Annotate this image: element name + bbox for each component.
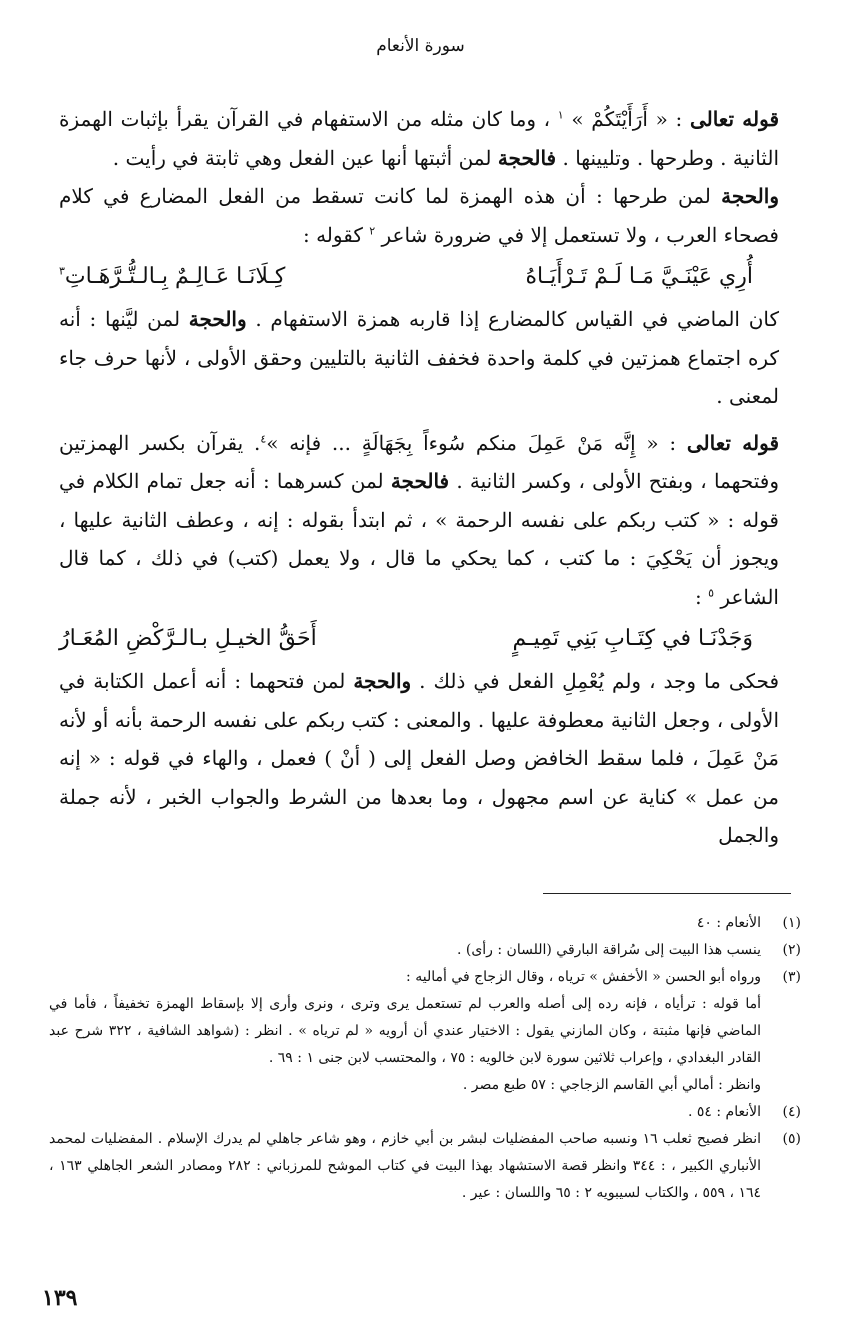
footnote-text: وانظر : أمالي أبي القاسم الزجاجي : ٥٧ طبع مصر . — [462, 1077, 761, 1093]
paragraph-5 — [59, 662, 779, 855]
paragraph-1 — [59, 100, 779, 177]
footnote-ref: ٤ — [260, 431, 267, 445]
text-run: لمن ليَّنها : أنه كره اجتماع همزتين في كلمة واحدة فخفف الثانية بالتليين وحقق الأولى ، لأنها حرف جاء لمعنى . — [59, 307, 779, 408]
text-run: : « إِنَّه مَنْ عَمِلَ منكم سُوءاً بِجَهَالَةٍ ... فإنه » — [266, 430, 687, 455]
running-header: سورة الأنعام — [376, 36, 465, 56]
verse-2 — [59, 616, 779, 662]
footnote-ref: ٥ — [708, 585, 715, 599]
footnote-text: الأنعام : ٥٤ . — [687, 1104, 761, 1120]
footnote-number: (٤) — [782, 1104, 801, 1120]
footnote-text: أما قوله : ترأياه ، فإنه رده إلى أصله والعرب لم تستعمل يرى وترى ، ونرى وأرى إلا بإسقاط الهمزة تخفيفاً ، فأما في الماضي فإنها مثبتة ، وكان المازني يقول : الاختيار عندي أن أرويه « لم ترياه » . انظر : (شواهد الشافية ، ٣٢٢ شرح عبد القادر البغدادي ، وإعراب ثلاثين سورة لابن خالويه : ٧٥ ، والمحتسب لابن جنى ١ : ٦٩ . — [49, 996, 761, 1066]
footnote-text: الأنعام : ٤٠ — [696, 915, 761, 931]
footnote-text: انظر فصيح ثعلب ١٦ ونسبه صاحب المفضليات لبشر بن أبي خازم ، وهو شاعر جاهلي لم يدرك الإسلام . المفضليات لمحمد الأنباري الكبير ، : ٣٤٤ وانظر قصة الاستشهاد بهذا البيت في كتاب الموشح للمرزباني : ٢٨٢ ومصادر الشعر الجاهلي ١٦٣ ، ١٦٤ ، ٥٥٩ ، والكتاب لسيبويه ٢ : ٦٥ واللسان : عير . — [49, 1131, 762, 1201]
footnote-4 — [49, 1099, 801, 1126]
main-text — [59, 100, 779, 855]
footnote-ref: ٣ — [59, 264, 65, 278]
footnote-number — [761, 991, 801, 1099]
verse-hemistich-right: وَجَدْنَـا في كِتَـابِ بَنِي تَمِيـمٍ — [512, 626, 753, 651]
footnote-1 — [49, 910, 801, 937]
bold-term: فالحجة — [390, 469, 450, 493]
bold-lead: قوله تعالى — [689, 107, 780, 131]
footnote-ref: ٢ — [369, 223, 376, 237]
text-run: : — [695, 584, 709, 609]
paragraph-2 — [59, 177, 779, 254]
footnote-number: (١) — [782, 915, 801, 931]
footnote-3-continued — [49, 991, 801, 1099]
text-run: كان الماضي في القياس كالمضارع إذا قاربه همزة الاستفهام . — [246, 307, 779, 331]
footnotes — [49, 910, 801, 1207]
footnote-5 — [49, 1126, 801, 1207]
text-run: ، وما كان مثله من الاستفهام في القرآن يقرأ بإثبات الهمزة الثانية . وطرحها . وتليينها . — [59, 107, 779, 170]
text-run: : « أَرَأَيْتَكُمْ » — [563, 107, 690, 131]
text-run: . يقرآن بكسر الهمزتين وفتحهما ، وبفتح الأولى ، وكسر الثانية . — [59, 430, 780, 493]
bold-term: فالحجة — [497, 145, 557, 170]
bold-lead: والحجة — [721, 184, 779, 208]
footnote-number: (٣) — [782, 969, 801, 985]
footnote-number: (٥) — [782, 1131, 801, 1147]
text-run: لمن كسرهما : أنه جعل تمام الكلام في قوله : « كتب ربكم على نفسه الرحمة » ، ثم ابتدأ بقوله : إنه ، وعطف الثانية عليها ، ويجوز أن يَحْكِيَ : ما كتب ، كما يحكي ما قال ، ولا يعمل (كتب) في ذلك ، كما قال الشاعر — [59, 469, 779, 609]
footnote-3 — [49, 964, 801, 991]
text-run: كقوله : — [302, 222, 370, 247]
verse-hemistich-right: أُرِي عَيْنَـيَّ مَـا لَـمْ تَـرْأَيَـاهُ — [525, 264, 753, 289]
paragraph-4 — [59, 424, 779, 617]
paragraph-gap — [59, 416, 779, 424]
page-number: ١٣٩ — [42, 1285, 78, 1311]
text-run: لمن فتحهما : أنه أعمل الكتابة في الأولى ، وجعل الثانية معطوفة عليها . والمعنى : كتب ربكم على نفسه الرحمة بأنه أو لأنه مَنْ عَمِلَ ، فلما سقط الخافض وصل الفعل إلى ( أنْ ) فعمل ، والهاء في قوله : « إنه من عمل » كناية عن اسم مجهول ، وما بعدها من الشرط والجواب الخبر ، لأنه جملة والجمل — [59, 669, 779, 847]
footnote-number: (٢) — [782, 942, 801, 958]
footnote-ref: ١ — [557, 108, 564, 122]
verse-text: كِـلَانَـا عَـالِـمٌ بِـالـتُّـرَّهَـاتِ — [64, 264, 286, 289]
footnote-text: ينسب هذا البيت إلى سُراقة البارقي (اللسان : رأى) . — [456, 942, 761, 958]
footnote-text: ورواه أبو الحسن « الأخفش » ترياه ، وقال الزجاج في أماليه : — [406, 969, 761, 985]
bold-term: والحجة — [188, 307, 247, 331]
paragraph-3 — [59, 300, 779, 416]
text-run: لمن طرحها : أن هذه الهمزة لما كانت تسقط من الفعل المضارع في كلام فصحاء العرب ، ولا تستعمل إلا في ضرورة شاعر — [59, 184, 779, 247]
text-run: فحكى ما وجد ، ولم يُعْمِلِ الفعل في ذلك . — [411, 669, 780, 693]
bold-term: والحجة — [353, 669, 412, 693]
footnote-2 — [49, 937, 801, 964]
bold-lead: قوله تعالى — [686, 430, 780, 455]
text-run: لمن أثبتها أنها عين الفعل وهي ثابتة في رأيت . — [112, 145, 498, 170]
verse-hemistich-left: أَحَقُّ الخيـلِ بـالـرَّكْضِ المُعَـارُ — [59, 626, 317, 651]
footnote-separator — [543, 893, 791, 894]
verse-hemistich-left — [59, 254, 285, 300]
verse-1 — [59, 254, 779, 300]
